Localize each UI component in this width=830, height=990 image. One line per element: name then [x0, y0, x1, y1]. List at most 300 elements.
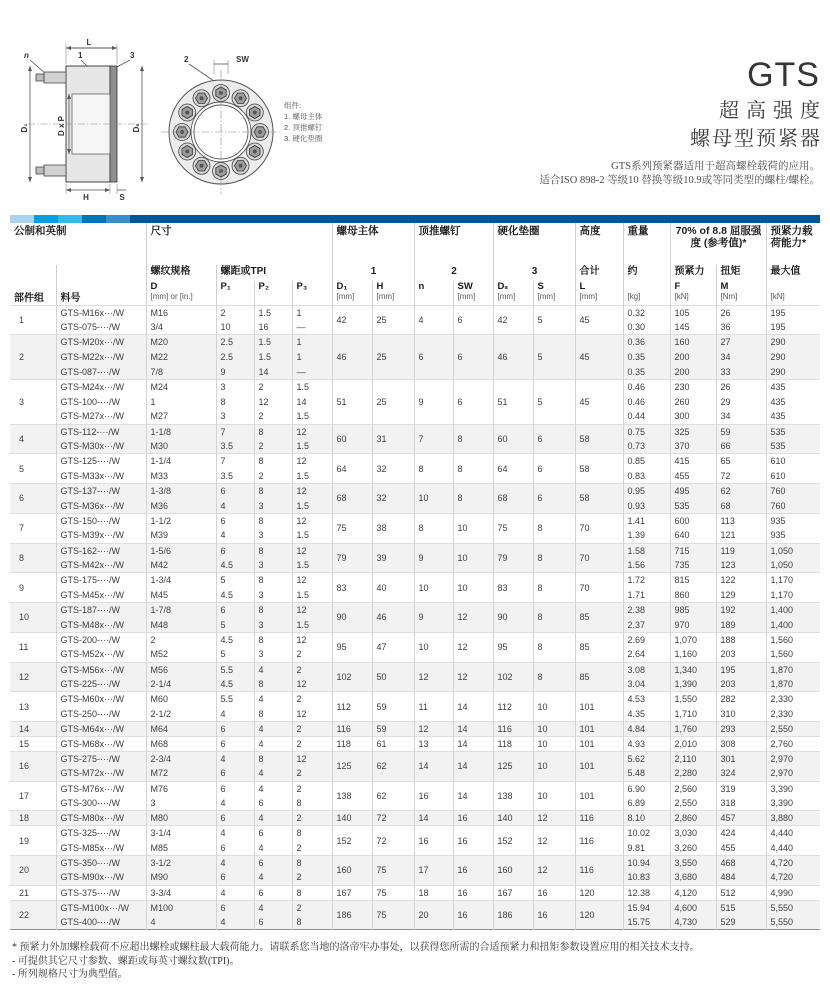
cell-sw: 14	[453, 736, 493, 751]
legend-item: 1. 螺母主体	[284, 112, 323, 121]
cell-max: 3,390	[766, 781, 820, 796]
cell-kg: 0.30	[623, 320, 670, 335]
legend-item: 3. 硬化垫圈	[284, 134, 323, 143]
cell-sw: 6	[453, 379, 493, 424]
cell-p2: 8	[254, 513, 292, 528]
cell-l: 45	[575, 379, 623, 424]
cell-p2: 4	[254, 870, 292, 885]
cell-p2: 6	[254, 915, 292, 930]
cell-sw: 14	[453, 781, 493, 811]
component-legend	[284, 100, 322, 144]
callout-1: 1	[78, 51, 83, 60]
cell-p2: 8	[254, 454, 292, 469]
col-group-metric-imperial: 公制和英制	[14, 225, 67, 237]
cell-kg: 0.75	[623, 424, 670, 439]
cell-kg: 1.58	[623, 543, 670, 558]
cell-f: 4,600	[670, 900, 716, 915]
bar-segment	[10, 215, 34, 223]
dim-label-L: L	[86, 38, 92, 47]
cell-l: 101	[575, 751, 623, 781]
cell-max: 290	[766, 350, 820, 365]
cell-pn: GTS-M22x···/W	[56, 350, 146, 365]
cell-part-group: 22	[10, 900, 56, 930]
cell-p2: 12	[254, 394, 292, 409]
cell-m: 26	[716, 379, 766, 394]
cell-d: M100	[146, 900, 216, 915]
cell-h: 32	[372, 454, 414, 484]
cell-d: M36	[146, 498, 216, 513]
cell-kg: 3.08	[623, 662, 670, 677]
cell-p2: 8	[254, 424, 292, 439]
cell-ds: 46	[493, 335, 533, 380]
cell-kg: 1.71	[623, 588, 670, 603]
cell-p3: 8	[292, 796, 332, 811]
cell-p3: 12	[292, 513, 332, 528]
cell-ds: 152	[493, 826, 533, 856]
table-row	[10, 513, 820, 528]
cell-part-group: 9	[10, 573, 56, 603]
cell-p3: 1.5	[292, 588, 332, 603]
cell-h: 72	[372, 811, 414, 826]
cell-max: 2,330	[766, 692, 820, 707]
cell-m: 515	[716, 900, 766, 915]
legend-item: 2. 顶推螺钉	[284, 123, 323, 132]
cell-p1: 6	[216, 781, 254, 796]
cell-m: 188	[716, 632, 766, 647]
table-row	[10, 573, 820, 588]
cell-max: 4,440	[766, 841, 820, 856]
cell-kg: 0.95	[623, 484, 670, 499]
col-unit-Ds: Dₛ [mm]	[493, 281, 533, 305]
cell-n: 11	[414, 692, 453, 722]
cell-n: 16	[414, 781, 453, 811]
cell-pn: GTS-087-···/W	[56, 365, 146, 380]
cell-pn: GTS-400-···/W	[56, 915, 146, 930]
cell-part-group: 18	[10, 811, 56, 826]
cell-s: 8	[533, 513, 575, 543]
cell-p3: 1.5	[292, 379, 332, 394]
cell-l: 120	[575, 900, 623, 930]
cell-d: M85	[146, 841, 216, 856]
cell-l: 101	[575, 722, 623, 737]
cell-h: 61	[372, 736, 414, 751]
cell-p1: 4	[216, 796, 254, 811]
description-line: 适合ISO 898-2 等级10 替换等级10.9或等同类型的螺柱/螺栓。	[539, 175, 820, 186]
cell-max: 4,720	[766, 855, 820, 870]
cell-l: 58	[575, 484, 623, 514]
cell-n: 9	[414, 379, 453, 424]
col-group-height: 高度	[575, 223, 623, 265]
cell-p1: 6	[216, 603, 254, 618]
cell-d: M56	[146, 662, 216, 677]
cell-f: 230	[670, 379, 716, 394]
cell-max: 760	[766, 484, 820, 499]
cell-p1: 5	[216, 647, 254, 662]
cell-p2: 4	[254, 722, 292, 737]
cell-f: 200	[670, 365, 716, 380]
cell-f: 2,280	[670, 766, 716, 781]
cell-s: 8	[533, 543, 575, 573]
cell-max: 1,050	[766, 543, 820, 558]
cell-p1: 7	[216, 424, 254, 439]
cell-pn: GTS-M52x···/W	[56, 647, 146, 662]
cell-p3: 8	[292, 915, 332, 930]
cell-p3: 2	[292, 662, 332, 677]
cell-p1: 10	[216, 320, 254, 335]
cell-part-group: 4	[10, 424, 56, 454]
col-unit-H: H [mm]	[372, 281, 414, 305]
cell-max: 2,330	[766, 707, 820, 722]
cell-p3: 12	[292, 424, 332, 439]
col-header-torque: 扭矩	[716, 265, 766, 281]
cell-m: 72	[716, 469, 766, 484]
cell-kg: 4.84	[623, 722, 670, 737]
cell-p1: 3	[216, 379, 254, 394]
title-block	[400, 56, 827, 188]
cell-kg: 3.04	[623, 677, 670, 692]
cell-p2: 1.5	[254, 350, 292, 365]
col-unit-D: D [mm] or [in.]	[146, 281, 216, 305]
cell-p2: 1.5	[254, 335, 292, 350]
cell-p3: —	[292, 320, 332, 335]
cell-kg: 2.69	[623, 632, 670, 647]
cell-p2: 4	[254, 736, 292, 751]
cell-max: 2,970	[766, 766, 820, 781]
cell-d: 2-1/2	[146, 707, 216, 722]
cell-sw: 10	[453, 543, 493, 573]
cell-s: 12	[533, 855, 575, 885]
cell-n: 18	[414, 885, 453, 900]
cell-p1: 4	[216, 751, 254, 766]
cell-kg: 10.83	[623, 870, 670, 885]
cell-d: 1-1/2	[146, 513, 216, 528]
cell-s: 8	[533, 632, 575, 662]
spec-table-header	[10, 223, 820, 305]
cell-pn: GTS-175-···/W	[56, 573, 146, 588]
cell-d: M39	[146, 528, 216, 543]
cell-n: 12	[414, 722, 453, 737]
cell-kg: 0.73	[623, 439, 670, 454]
cell-h: 59	[372, 722, 414, 737]
cell-d1: 140	[332, 811, 372, 826]
cell-max: 435	[766, 394, 820, 409]
cell-f: 600	[670, 513, 716, 528]
cell-p3: 12	[292, 484, 332, 499]
cell-d1: 79	[332, 543, 372, 573]
cell-d: M24	[146, 379, 216, 394]
cell-l: 116	[575, 855, 623, 885]
col-unit-P3: P₃	[292, 281, 332, 305]
cell-p3: 12	[292, 603, 332, 618]
cell-p3: 2	[292, 647, 332, 662]
cell-p3: 2	[292, 870, 332, 885]
cell-pn: GTS-137-···/W	[56, 484, 146, 499]
cell-m: 308	[716, 736, 766, 751]
bar-segment	[34, 215, 58, 223]
cell-pn: GTS-200-···/W	[56, 632, 146, 647]
table-row	[10, 855, 820, 870]
col-header-sub1: 1	[332, 265, 414, 281]
dim-label-DxP: D x P	[57, 115, 66, 137]
cell-m: 129	[716, 588, 766, 603]
cell-d: 4	[146, 915, 216, 930]
cell-n: 12	[414, 662, 453, 692]
cell-p3: 1.5	[292, 617, 332, 632]
cell-m: 68	[716, 498, 766, 513]
cell-sw: 12	[453, 603, 493, 633]
cell-p1: 3	[216, 409, 254, 424]
cell-m: 34	[716, 409, 766, 424]
cell-m: 282	[716, 692, 766, 707]
cell-part-group: 16	[10, 751, 56, 781]
cell-m: 123	[716, 558, 766, 573]
cell-p2: 8	[254, 677, 292, 692]
cell-kg: 0.32	[623, 305, 670, 320]
cell-ds: 138	[493, 781, 533, 811]
cell-part-group: 21	[10, 885, 56, 900]
dim-label-H: H	[83, 193, 89, 201]
cell-max: 535	[766, 439, 820, 454]
cell-p3: 2	[292, 766, 332, 781]
cell-h: 25	[372, 335, 414, 380]
cell-p2: 3	[254, 647, 292, 662]
cell-f: 535	[670, 498, 716, 513]
cell-d: 3-1/2	[146, 855, 216, 870]
cell-pn: GTS-M36x···/W	[56, 498, 146, 513]
cell-m: 119	[716, 543, 766, 558]
cell-pn: GTS-M90x···/W	[56, 870, 146, 885]
cell-f: 640	[670, 528, 716, 543]
cell-kg: 2.38	[623, 603, 670, 618]
cell-kg: 15.94	[623, 900, 670, 915]
cell-p2: 6	[254, 885, 292, 900]
cell-n: 4	[414, 305, 453, 335]
cell-pn: GTS-225-···/W	[56, 677, 146, 692]
cell-d: 2	[146, 632, 216, 647]
cell-ds: 64	[493, 454, 533, 484]
table-row	[10, 424, 820, 439]
cell-l: 70	[575, 543, 623, 573]
cell-m: 424	[716, 826, 766, 841]
cell-max: 1,170	[766, 573, 820, 588]
cell-pn: GTS-M72x···/W	[56, 766, 146, 781]
cell-p2: 3	[254, 528, 292, 543]
cell-p2: 6	[254, 796, 292, 811]
cell-max: 435	[766, 409, 820, 424]
col-unit-D1: D₁ [mm]	[332, 281, 372, 305]
cell-kg: 2.64	[623, 647, 670, 662]
cell-sw: 8	[453, 454, 493, 484]
cell-f: 2,550	[670, 796, 716, 811]
table-row	[10, 885, 820, 900]
cell-part-group: 13	[10, 692, 56, 722]
cell-p2: 3	[254, 617, 292, 632]
cell-d: 7/8	[146, 365, 216, 380]
cell-p1: 6	[216, 736, 254, 751]
cell-sw: 6	[453, 335, 493, 380]
cell-part-group: 19	[10, 826, 56, 856]
cell-max: 1,560	[766, 632, 820, 647]
cell-pn: GTS-M76x···/W	[56, 781, 146, 796]
cell-pn: GTS-M85x···/W	[56, 841, 146, 856]
cell-kg: 0.35	[623, 350, 670, 365]
cell-p2: 4	[254, 900, 292, 915]
cell-n: 10	[414, 573, 453, 603]
table-row	[10, 603, 820, 618]
col-header-approx: 约	[623, 265, 670, 281]
cell-sw: 16	[453, 855, 493, 885]
cell-m: 529	[716, 915, 766, 930]
col-unit-P2: P₂	[254, 281, 292, 305]
cell-s: 12	[533, 811, 575, 826]
cell-n: 20	[414, 900, 453, 930]
col-unit-max: [kN]	[766, 281, 820, 305]
cell-p3: 2	[292, 736, 332, 751]
cell-pn: GTS-250-···/W	[56, 707, 146, 722]
cell-max: 5,550	[766, 900, 820, 915]
cell-s: 5	[533, 379, 575, 424]
cell-m: 468	[716, 855, 766, 870]
cell-f: 1,160	[670, 647, 716, 662]
cell-pn: GTS-350-···/W	[56, 855, 146, 870]
col-group-nut-body: 螺母主体	[332, 223, 414, 265]
cell-sw: 12	[453, 662, 493, 692]
cell-ds: 68	[493, 484, 533, 514]
cell-p2: 3	[254, 558, 292, 573]
cell-p1: 7	[216, 454, 254, 469]
col-header-part-number: 料号	[56, 265, 146, 305]
cell-d: M60	[146, 692, 216, 707]
cell-l: 85	[575, 603, 623, 633]
cell-kg: 0.35	[623, 365, 670, 380]
cell-f: 1,710	[670, 707, 716, 722]
cell-pn: GTS-M56x···/W	[56, 662, 146, 677]
cell-d: M72	[146, 766, 216, 781]
cell-sw: 16	[453, 885, 493, 900]
cell-f: 4,730	[670, 915, 716, 930]
cell-p3: 12	[292, 454, 332, 469]
cell-n: 10	[414, 484, 453, 514]
cell-d: 1-1/8	[146, 424, 216, 439]
cell-sw: 16	[453, 826, 493, 856]
cell-pn: GTS-112-···/W	[56, 424, 146, 439]
cell-l: 116	[575, 811, 623, 826]
cross-section-drawing	[20, 36, 155, 201]
cell-s: 8	[533, 662, 575, 692]
cell-h: 62	[372, 751, 414, 781]
cell-ds: 79	[493, 543, 533, 573]
cell-max: 2,970	[766, 751, 820, 766]
cell-l: 101	[575, 692, 623, 722]
cell-p1: 2.5	[216, 335, 254, 350]
cell-pn: GTS-M45x···/W	[56, 588, 146, 603]
dim-label-D1: D₁	[20, 123, 29, 133]
cell-m: 192	[716, 603, 766, 618]
cell-p1: 6	[216, 543, 254, 558]
col-unit-P1: P₁	[216, 281, 254, 305]
col-header-preload: 预紧力	[670, 265, 716, 281]
cell-pn: GTS-325-···/W	[56, 826, 146, 841]
cell-part-group: 14	[10, 722, 56, 737]
cell-p1: 6	[216, 841, 254, 856]
cell-m: 26	[716, 305, 766, 320]
table-row	[10, 484, 820, 499]
cell-h: 31	[372, 424, 414, 454]
cell-s: 16	[533, 885, 575, 900]
cell-p3: 1	[292, 335, 332, 350]
cell-p1: 4.5	[216, 632, 254, 647]
cell-n: 7	[414, 424, 453, 454]
cell-p1: 4	[216, 498, 254, 513]
cell-h: 72	[372, 826, 414, 856]
cell-h: 25	[372, 379, 414, 424]
cell-n: 9	[414, 543, 453, 573]
cell-h: 75	[372, 885, 414, 900]
cell-kg: 2.37	[623, 617, 670, 632]
cell-kg: 5.48	[623, 766, 670, 781]
cell-pn: GTS-M64x···/W	[56, 722, 146, 737]
cell-d1: 152	[332, 826, 372, 856]
cell-max: 4,720	[766, 870, 820, 885]
cell-p1: 4.5	[216, 677, 254, 692]
cell-m: 29	[716, 394, 766, 409]
col-group-hardened-washer: 硬化垫圈	[493, 223, 575, 265]
spec-table-body	[10, 305, 820, 930]
cell-pn: GTS-150-···/W	[56, 513, 146, 528]
cell-h: 50	[372, 662, 414, 692]
cell-d: M42	[146, 558, 216, 573]
cell-kg: 6.89	[623, 796, 670, 811]
cell-m: 484	[716, 870, 766, 885]
cell-m: 34	[716, 350, 766, 365]
table-row	[10, 781, 820, 796]
cell-h: 59	[372, 692, 414, 722]
cell-max: 935	[766, 528, 820, 543]
page-title: GTS	[747, 56, 820, 94]
cell-part-group: 15	[10, 736, 56, 751]
cell-f: 300	[670, 409, 716, 424]
cell-d: 3-1/4	[146, 826, 216, 841]
cell-m: 59	[716, 424, 766, 439]
cell-part-group: 17	[10, 781, 56, 811]
cell-d: M30	[146, 439, 216, 454]
cell-ds: 112	[493, 692, 533, 722]
cell-max: 435	[766, 379, 820, 394]
cell-f: 2,560	[670, 781, 716, 796]
cell-p3: 12	[292, 632, 332, 647]
cell-f: 2,010	[670, 736, 716, 751]
cell-p2: 4	[254, 781, 292, 796]
cell-l: 45	[575, 305, 623, 335]
cell-m: 33	[716, 365, 766, 380]
cell-s: 6	[533, 454, 575, 484]
cell-f: 3,550	[670, 855, 716, 870]
cell-f: 325	[670, 424, 716, 439]
cell-m: 66	[716, 439, 766, 454]
cell-ds: 90	[493, 603, 533, 633]
cell-p2: 1.5	[254, 305, 292, 320]
callout-2: 2	[184, 55, 189, 64]
cell-p2: 2	[254, 379, 292, 394]
page-subtitle-1: 超高强度	[719, 100, 827, 122]
cell-s: 10	[533, 751, 575, 781]
cell-p1: 2.5	[216, 350, 254, 365]
cell-part-group: 7	[10, 513, 56, 543]
cell-ds: 167	[493, 885, 533, 900]
cell-d: M76	[146, 781, 216, 796]
cell-kg: 0.46	[623, 379, 670, 394]
cell-sw: 10	[453, 573, 493, 603]
